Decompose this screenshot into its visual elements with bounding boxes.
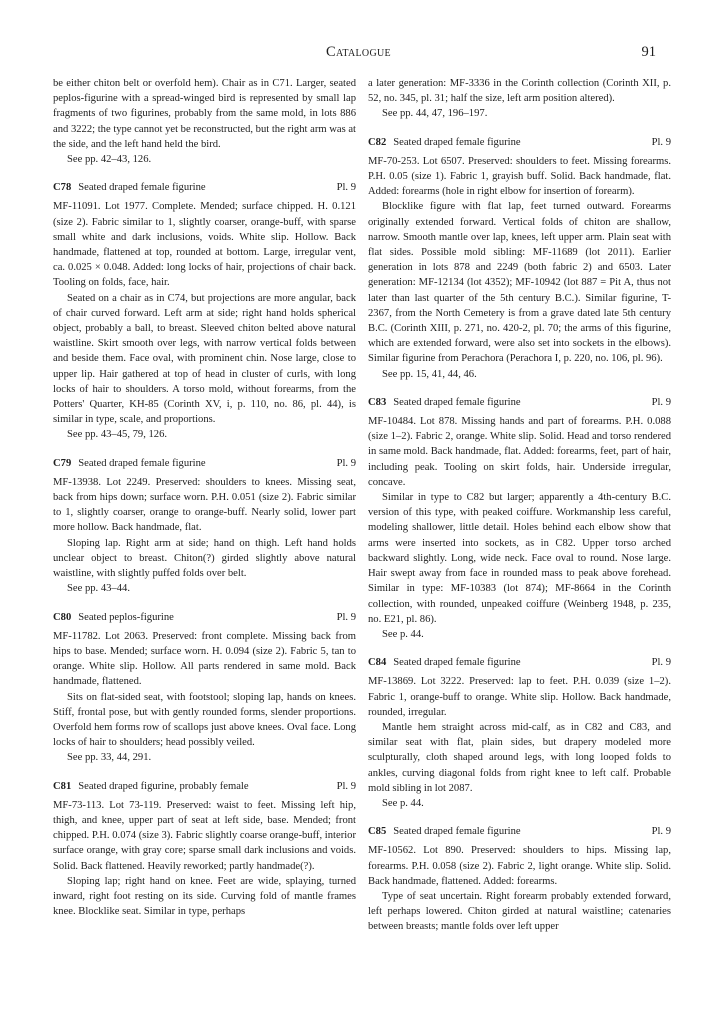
see-references: See pp. 43–44.: [67, 583, 130, 595]
entry-title: Seated draped female figurine: [393, 136, 521, 148]
entry-heading: [53, 610, 356, 625]
entry-commentary: Similar in type to C82 but larger; apparently a 4th-century B.C. version of this type, with peaked coiffure. Workmanship less careful, modeling shallower, little detail. Holes behind each elbow show that arms were inserted into sockets, as in C82. Upper torso arched backward slightly. Long, wide neck. Face oval to round. Nose large. Hair swept away from face in rounded mass to peak above forehead. Similar in type: MF-10383 (lot 874); MF-8664 in the Corinth collection, with rounded, unpeaked coiffure (Weinberg 1948, p. 235, no. E21, pl. 86).: [368, 492, 671, 625]
running-header: [326, 44, 656, 64]
entry-title: Seated draped figurine, probably female: [78, 780, 249, 792]
entry-number: C78: [53, 182, 72, 194]
entry-description: MF-10484. Lot 878. Missing hands and part of forearms. P.H. 0.088 (size 1–2). Fabric 2, orange. White slip. Solid. Head and torso rendered in same mold. Back handmade, flat. Added: forearms, feet, part of hair, including peak. Tooling on skirt folds, hair. Underside irregular, concave.: [368, 416, 671, 488]
plate-reference: Pl. 9: [336, 611, 356, 623]
entry-commentary: Sloping lap; right hand on knee. Feet are wide, splaying, turned inward, right foot resting on its side. Curving fold of mantle frames knee. Blocklike seat. Similar in type, perhaps: [53, 875, 356, 918]
see-references: See p. 44.: [382, 628, 424, 640]
entry-description: MF-13938. Lot 2249. Preserved: shoulders to knees. Missing seat, back from hips down; surface worn. P.H. 0.051 (size 2). Fabric similar to 1, slightly coarser, orange to orange-buff. Nearly solid, lower part more hollow. Back handmade, flat.: [53, 476, 356, 534]
entry-title: Seated draped female figurine: [393, 826, 521, 838]
entry-number: C84: [368, 657, 387, 669]
entry-number: C85: [368, 826, 387, 838]
entry-heading: [53, 456, 356, 471]
entry-description: MF-10562. Lot 890. Preserved: shoulders to hips. Missing lap, forearms. P.H. 0.058 (size 2). Fabric 2, light orange. White slip. Solid. Back handmade, flattened. Added: forearms.: [368, 845, 671, 887]
entry-heading: [368, 395, 671, 410]
running-title: Catalogue: [326, 44, 391, 60]
page-number: 91: [641, 44, 656, 60]
see-references: See p. 44.: [382, 797, 424, 809]
entry-heading: [368, 824, 671, 839]
entry-title: Seated draped female figurine: [393, 657, 521, 669]
entry-number: C81: [53, 780, 72, 792]
see-references: See pp. 44, 47, 196–197.: [382, 108, 488, 120]
left-column: [53, 76, 356, 919]
plate-reference: Pl. 9: [336, 780, 356, 792]
entry-number: C79: [53, 457, 72, 469]
plate-reference: Pl. 9: [651, 657, 671, 669]
see-references: See pp. 42–43, 126.: [67, 154, 152, 166]
see-references: See pp. 43–45, 79, 126.: [67, 429, 168, 441]
catalogue-entry-c83: [368, 395, 671, 642]
entry-title: Seated draped female figurine: [78, 182, 206, 194]
plate-reference: Pl. 9: [651, 396, 671, 408]
catalogue-entry-c85: [368, 824, 671, 934]
entry-description: MF-11782. Lot 2063. Preserved: front complete. Missing back from hips to base. Mended; surface worn. H. 0.094 (size 2). Fabric 5, tan to orange. White slip. Hollow. All parts rendered in same mold. Back handmade, flattened.: [53, 630, 356, 688]
entry-commentary: Seated on a chair as in C74, but projections are more angular, back of chair curved forward. Left arm at side; right hand holds spherical object, probably a ball, to breast. Sleeved chiton belted above natural waistline. Skirt smooth over legs, with narrow vertical folds between and beside them. Face oval, with prominent chin. Nose large, close to upper lip. Hair gathered at top of head in cluster of curls, with long locks of hair to shoulders. A torso mold, without forearms, from the Potters' Quarter, KH-85 (Corinth XV, i, p. 110, no. 86, pl. 44), is similar in type, scale, and proportions.: [53, 292, 356, 426]
entry-heading: [53, 180, 356, 195]
plate-reference: Pl. 9: [651, 826, 671, 838]
entry-description: MF-13869. Lot 3222. Preserved: lap to feet. P.H. 0.039 (size 1–2). Fabric 1, orange-buff to orange. White slip. Hollow. Back handmade, rounded, irregular.: [368, 676, 671, 718]
entry-commentary: Type of seat uncertain. Right forearm probably extended forward, left perhaps lowered. Chiton girded at natural waistline; catenaries between breasts; mantle folds over left upper: [368, 890, 671, 933]
entry-number: C83: [368, 396, 387, 408]
entry-number: C80: [53, 611, 72, 623]
entry-number: C82: [368, 136, 387, 148]
see-references: See pp. 33, 44, 291.: [67, 752, 152, 764]
entry-commentary: Sits on flat-sided seat, with footstool; sloping lap, hands on knees. Stiff, frontal pose, but with gently rounded forms, slender proportions. Overfold hem forms row of scallops just above knees. Oval face. Long locks of hair to shoulders; head possibly veiled.: [53, 691, 356, 749]
catalogue-entry-c79: [53, 456, 356, 597]
entry-heading: [53, 779, 356, 794]
entry-heading: [368, 655, 671, 670]
entry-description: MF-11091. Lot 1977. Complete. Mended; surface chipped. H. 0.121 (size 2). Fabric similar to 1, slightly coarser, orange-buff, with sparse small white and dark inclusions, voids. White slip. Hollow. Back handmade, flattened at top, rounded at bottom. Large, irregular vent, ca. 0.025 × 0.048. Added: long locks of hair, projections of chair back. Tooling on folds, face, hair.: [53, 201, 356, 289]
see-references: See pp. 15, 41, 44, 46.: [382, 368, 477, 380]
entry-title: Seated draped female figurine: [393, 396, 521, 408]
entry-title: Seated draped female figurine: [78, 457, 206, 469]
entry-heading: [368, 135, 671, 150]
entry-commentary: Mantle hem straight across mid-calf, as in C82 and C83, and similar seat with flat, plain sides, but drapery modeled more sculpturally, cloth shaped around legs, with long looped folds to ankles, curving diagonal folds from right knee to left calf. Probable mold sibling in lot 2087.: [368, 721, 671, 794]
entry-title: Seated peplos-figurine: [78, 611, 174, 623]
right-column: [368, 76, 671, 935]
entry-commentary: Sloping lap. Right arm at side; hand on thigh. Left hand holds unclear object to breast. Chiton(?) girded slightly above natural waistline, with slightly puffed folds over belt.: [53, 537, 356, 580]
entry-commentary: Blocklike figure with flat lap, feet turned outward. Forearms originally extended forward. Vertical folds of chiton are shallow, narrow. Smooth mantle over lap, knees, left upper arm. Plain seat with flat sides. Possible mold sibling: MF-11689 (lot 2011). Earlier generation in lots 878 and 2249 (both fabric 2) and 6503. Later generation: MF-12134 (lot 4352); MF-10942 (lot 887 = Pit A, thus not later than last quarter of the 5th century B.C.). Similar figurine, T-2367, from the North Cemetery is from a grave dated late 5th century B.C. (Corinth XIII, p. 271, no. 420-2, pl. 70; the arms of this figurine, which are extended forward, were also set into sockets in the elbows). Similar figurine from Perachora (Perachora I, p. 220, no. 106, pl. 96).: [368, 201, 671, 365]
catalogue-entry-c82: [368, 135, 671, 382]
entry-description: MF-73-113. Lot 73-119. Preserved: waist to feet. Missing left hip, thigh, and knee, upper part of seat at left side, base. Mended; front chipped. P.H. 0.074 (size 3). Fabric slightly coarse orange-buff, interior surface orange, with gray core; sparse small dark inclusions and voids. Solid. Back flattened. Heavily reworked; partly handmade(?).: [53, 799, 356, 872]
catalogue-entry-c78: [53, 180, 356, 442]
plate-reference: Pl. 9: [651, 136, 671, 148]
entry-description: MF-70-253. Lot 6507. Preserved: shoulders to feet. Missing forearms. P.H. 0.05 (size 1). Fabric 1, grayish buff. Solid. Back handmade, flat. Added: forearms (hole in right elbow for insertion of forearm).: [368, 155, 671, 198]
continuation-text: be either chiton belt or overfold hem). Chair as in C71. Larger, seated peplos-figurine with a spread-winged bird is represented by small lap fragments of two figurines, probably from the same mold, in lots 886 and 3222; the type cannot yet be reconstructed, but the right arm was at the side, and the left hand held the bird.: [53, 78, 357, 150]
plate-reference: Pl. 9: [336, 457, 356, 469]
catalogue-entry-c81: [53, 779, 356, 920]
catalogue-entry-c80: [53, 610, 356, 766]
plate-reference: Pl. 9: [336, 182, 356, 194]
catalogue-entry-c84: [368, 655, 671, 811]
continuation-text: a later generation: MF-3336 in the Corinth collection (Corinth XII, p. 52, no. 345, pl. 31; half the size, left arm position altered).: [368, 78, 671, 105]
